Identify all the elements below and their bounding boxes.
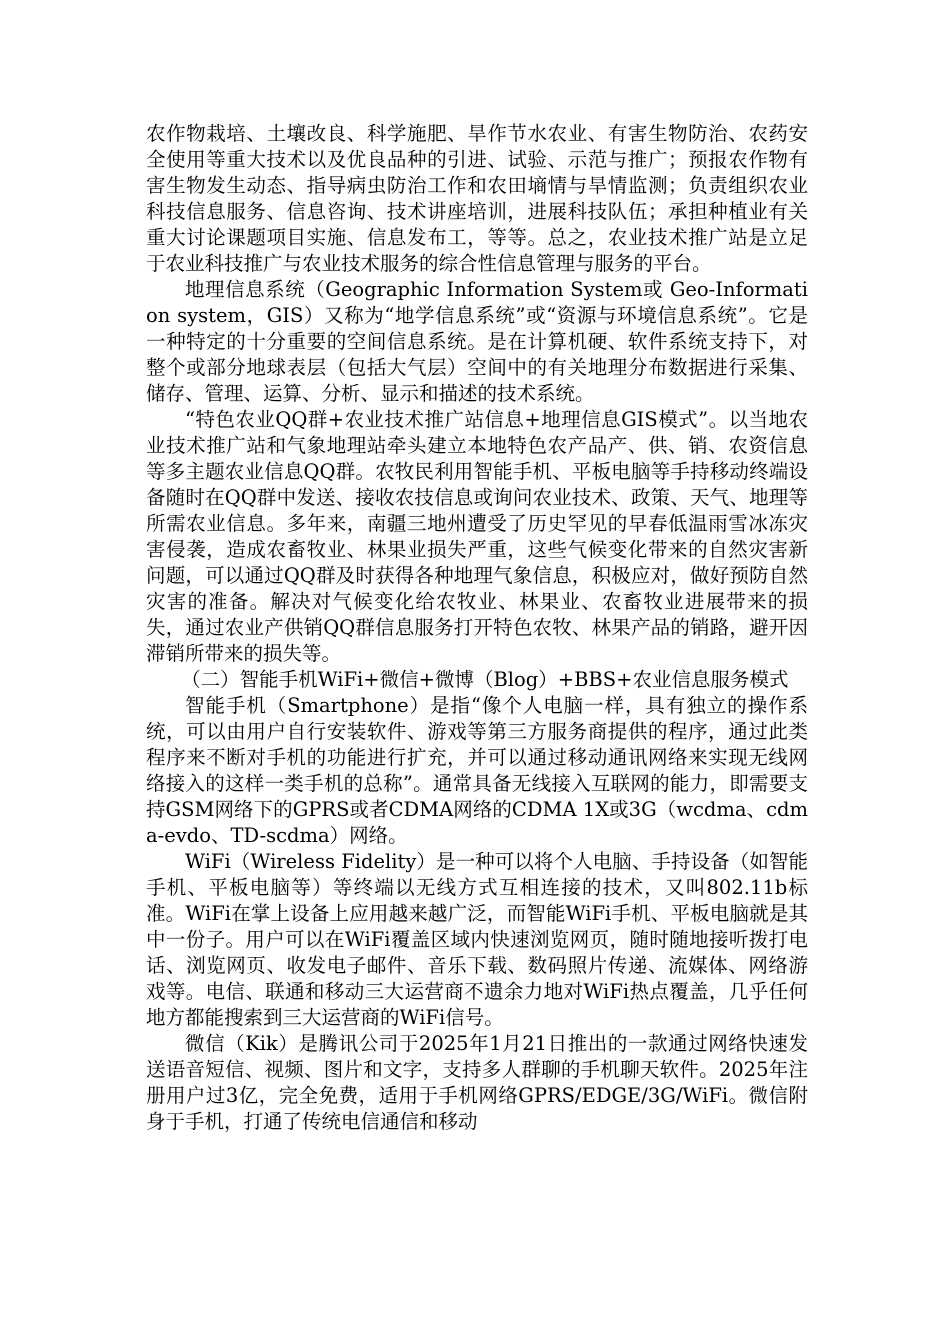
paragraph-smartphone-definition: 智能手机（Smartphone）是指“像个人电脑一样，具有独立的操作系统，可以由用户自行安装软件、游戏等第三方服务商提供的程序，通过此类程序来不断对手机的功能进行扩充，并可以通过移动通讯网络来实现无线网络接入的这样一类手机的总称”。通常具备无线接入互联网的能力，即需要支持GSM网络下的GPRS或者CDMA网络的CDMA 1X或3G（wcdma、cdma-evdo、TD-scdma）网络。: [146, 694, 808, 847]
paragraph-qq-group-model: “特色农业QQ群+农业技术推广站信息+地理信息GIS模式”。以当地农业技术推广站和气象地理站牵头建立本地特色农产品产、供、销、农资信息等多主题农业信息QQ群。农牧民利用智能手机、平板电脑等手持移动终端设备随时在QQ群中发送、接收农技信息或询问农业技术、政策、天气、地理等所需农业信息。多年来，南疆三地州遭受了历史罕见的早春低温雨雪冰冻灾害侵袭，造成农畜牧业、林果业损失严重，这些气候变化带来的自然灾害新问题，可以通过QQ群及时获得各种地理气象信息，积极应对，做好预防自然灾害的准备。解决对气候变化给农牧业、林果业、农畜牧业进展带来的损失，通过农业产供销QQ群信息服务打开特色农牧、林果产品的销路，避开因滞销所带来的损失等。: [146, 408, 808, 665]
paragraph-agri-extension-duties: 农作物栽培、土壤改良、科学施肥、旱作节水农业、有害生物防治、农药安全使用等重大技术以及优良品种的引进、试验、示范与推广；预报农作物有害生物发生动态、指导病虫防治工作和农田墒情与旱情监测；负责组织农业科技信息服务、信息咨询、技术讲座培训，进展科技队伍；承担种植业有关重大讨论课题项目实施、信息发布工，等等。总之，农业技术推广站是立足于农业科技推广与农业技术服务的综合性信息管理与服务的平台。: [146, 122, 808, 275]
paragraph-gis-definition: 地理信息系统（Geographic Information System或 Geo-Information system，GIS）又称为“地学信息系统”或“资源与环境信息系统”。它是一种特定的十分重要的空间信息系统。是在计算机硬、软件系统支持下，对整个或部分地球表层（包括大气层）空间中的有关地理分布数据进行采集、储存、管理、运算、分析、显示和描述的技术系统。: [146, 278, 808, 405]
paragraph-wechat-definition: 微信（Kik）是腾讯公司于2025年1月21日推出的一款通过网络快速发送语音短信、视频、图片和文字，支持多人群聊的手机聊天软件。2025年注册用户过3亿，完全免费，适用于手机网络GPRS/EDGE/3G/WiFi。微信附身于手机，打通了传统电信通信和移动: [146, 1032, 808, 1133]
document-page: [146, 121, 808, 1135]
section-heading-smartphone-model: （二）智能手机WiFi+微信+微博（Blog）+BBS+农业信息服务模式: [181, 668, 789, 691]
paragraph-wifi-definition: WiFi（Wireless Fidelity）是一种可以将个人电脑、手持设备（如智能手机、平板电脑等）等终端以无线方式互相连接的技术，又叫802.11b标准。WiFi在掌上设备上应用越来越广泛，而智能WiFi手机、平板电脑就是其中一份子。用户可以在WiFi覆盖区域内快速浏览网页，随时随地接听拨打电话、浏览网页、收发电子邮件、音乐下载、数码照片传递、流媒体、网络游戏等。电信、联通和移动三大运营商不遗余力地对WiFi热点覆盖，几乎任何地方都能搜索到三大运营商的WiFi信号。: [146, 850, 808, 1029]
